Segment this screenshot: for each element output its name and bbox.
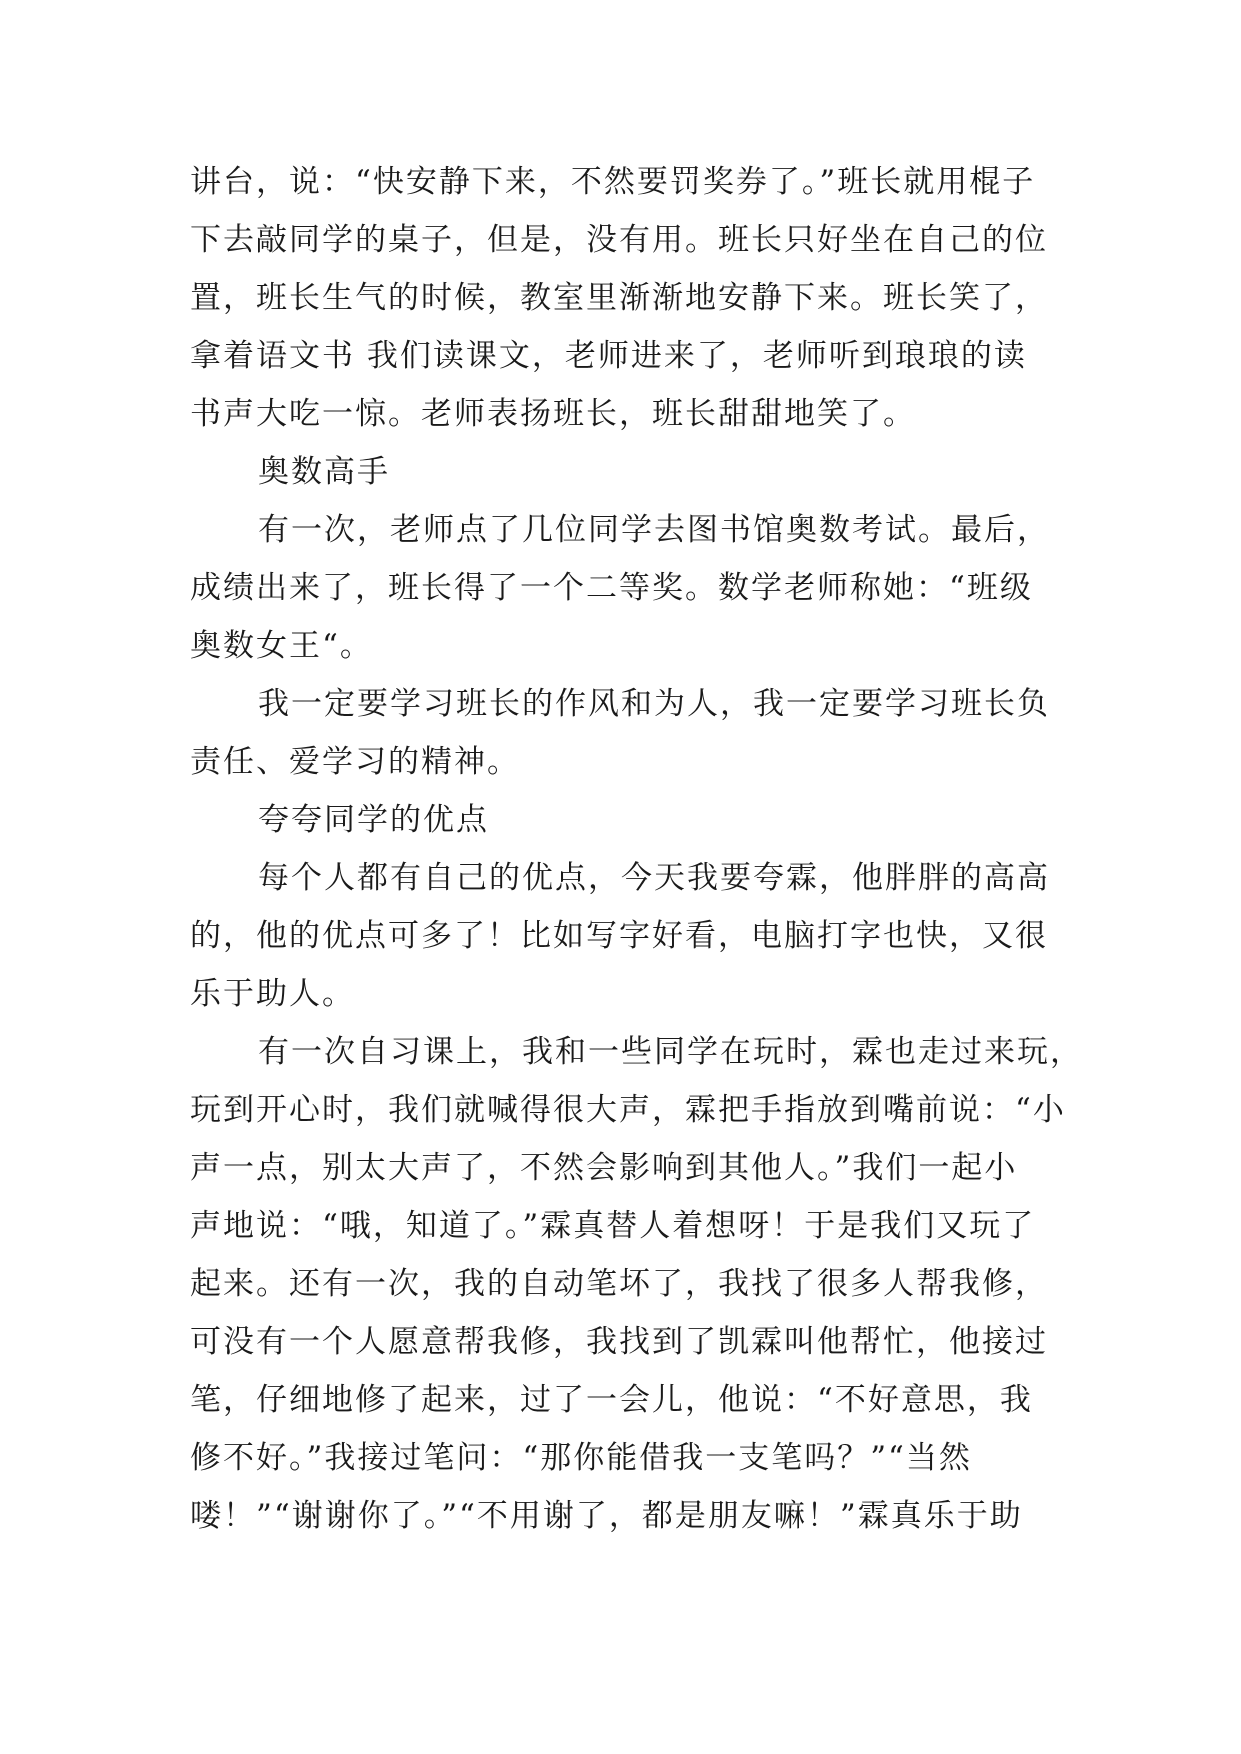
text-line: 玩到开心时，我们就喊得很大声，霖把手指放到嘴前说：“小 (190, 1092, 1066, 1128)
document-page (190, 153, 1083, 1545)
text-line: 喽！”“谢谢你了。”“不用谢了，都是朋友嘛！”霖真乐于助 (190, 1498, 1023, 1534)
text-line: 笔，仔细地修了起来，过了一会儿，他说：“不好意思，我 (190, 1382, 1033, 1418)
text-line: 拿着语文书 我们读课文，老师进来了，老师听到琅琅的读 (190, 338, 1027, 374)
text-line: 声地说：“哦，知道了。”霖真替人着想呀！于是我们又玩了 (190, 1208, 1036, 1244)
text-line: 乐于助人。 (190, 976, 355, 1012)
text-line: 成绩出来了，班长得了一个二等奖。数学老师称她：“班级 (190, 570, 1033, 606)
text-line: 起来。还有一次，我的自动笔坏了，我找了很多人帮我修， (190, 1266, 1048, 1302)
text-line: 有一次，老师点了几位同学去图书馆奥数考试。最后， (258, 512, 1050, 548)
text-line: 责任、爱学习的精神。 (190, 744, 520, 780)
text-line: 可没有一个人愿意帮我修，我找到了凯霖叫他帮忙，他接过 (190, 1324, 1048, 1360)
text-line: 下去敲同学的桌子，但是，没有用。班长只好坐在自己的位 (190, 222, 1048, 258)
text-line: 奥数女王“。 (190, 628, 373, 664)
text-line: 每个人都有自己的优点，今天我要夸霖，他胖胖的高高 (258, 860, 1050, 896)
text-line: 书声大吃一惊。老师表扬班长，班长甜甜地笑了。 (190, 396, 916, 432)
text-line: 有一次自习课上，我和一些同学在玩时，霖也走过来玩， (258, 1034, 1083, 1070)
text-line: 我一定要学习班长的作风和为人，我一定要学习班长负 (258, 686, 1050, 722)
text-line: 置，班长生气的时候，教室里渐渐地安静下来。班长笑了， (190, 280, 1048, 316)
text-line: 的，他的优点可多了！比如写字好看，电脑打字也快，又很 (190, 918, 1048, 954)
section-heading: 夸夸同学的优点 (258, 802, 489, 838)
text-line: 修不好。”我接过笔问：“那你能借我一支笔吗？”“当然 (190, 1440, 972, 1476)
text-line: 讲台，说：“快安静下来，不然要罚奖券了。”班长就用棍子 (190, 164, 1036, 200)
text-line: 声一点，别太大声了，不然会影响到其他人。”我们一起小 (190, 1150, 1018, 1186)
section-heading: 奥数高手 (258, 454, 390, 490)
